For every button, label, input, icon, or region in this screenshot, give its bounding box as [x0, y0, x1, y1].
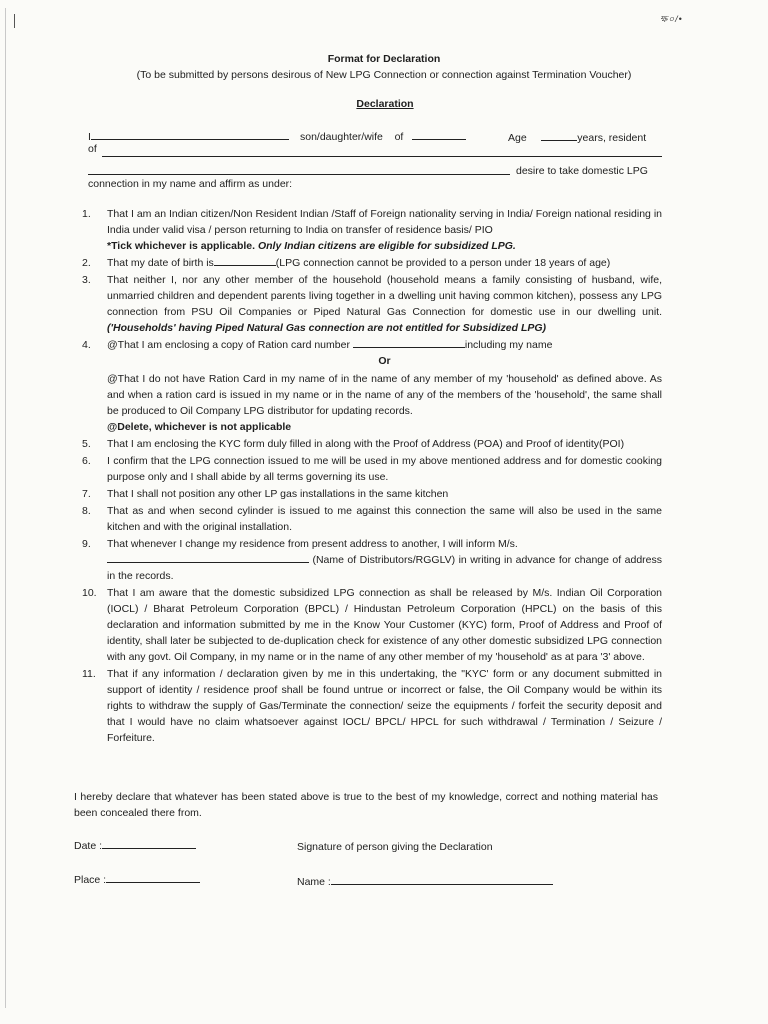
png-note: ('Households' having Piped Natural Gas connection are not entitled for Subsidized LPG) — [107, 322, 547, 334]
place-label: Place : — [74, 874, 107, 886]
date-field[interactable] — [102, 838, 196, 849]
age-label: Age — [508, 132, 527, 144]
clause-text: That my date of birth is — [107, 257, 214, 269]
clause-7 — [78, 486, 662, 502]
clause-number: 10. — [82, 587, 97, 599]
date-of-birth-field[interactable] — [214, 256, 276, 266]
clause-6 — [78, 453, 662, 485]
clause-text-post: (LPG connection cannot be provided to a person under 18 years of age) — [275, 257, 611, 269]
clause-text: That I am aware that the domestic subsidized LPG connection as shall be released by M/s. Indian Oil Corporation (IOCL) / Bharat Petroleum Corporation (BPCL) / Hindustan Petroleum Corporation (HPCL) on the basis of this declaration and information submitted by me in the Know Your Customer (KYC) form, Proof of Address and Proof of identity, shall later be subjected to de-duplication check for existence of any other domestic subsidized LPG connection with any govt. Oil Company, in my name or in the name of any other member of my 'household' as at para '3' above. — [107, 587, 662, 663]
clause-number: 2. — [82, 257, 91, 269]
clause-number: 3. — [82, 274, 91, 286]
intro-desire: desire to take domestic LPG — [516, 165, 648, 177]
place-row — [74, 872, 200, 886]
ration-card-number-field[interactable] — [353, 338, 465, 348]
clause-text-post: including my name — [464, 339, 553, 351]
clause-number: 11. — [82, 668, 96, 680]
final-declaration: I hereby declare that whatever has been stated above is true to the best of my knowledge, correct and nothing material has been concealed there from. — [74, 791, 658, 819]
handwritten-top-mark: ক্ষ০/• — [660, 14, 683, 24]
relation-label: son/daughter/wife — [300, 131, 383, 143]
clause-9 — [78, 536, 662, 584]
declaration-heading: Declaration — [356, 98, 414, 110]
place-field[interactable] — [106, 872, 200, 883]
intro-i-label: I — [88, 131, 91, 143]
tick-note: *Tick whichever is applicable. — [107, 240, 256, 252]
delete-note: @Delete, whichever is not applicable — [107, 421, 292, 433]
or-separator: Or — [378, 355, 391, 367]
address-field-line-1[interactable] — [102, 156, 662, 157]
clause-text: @That I do not have Ration Card in my name of in the name of any member of my 'household' as defined above. As and when a ration card is issued in my name or in the name of any of the members of the 'household', the same shall be produced to Oil Company LPG distributor for updating records. — [107, 373, 662, 417]
clause-3 — [78, 272, 662, 336]
name-field[interactable] — [91, 129, 289, 140]
clause-number: 6. — [82, 455, 91, 467]
declarant-name-field[interactable] — [331, 874, 553, 885]
eligibility-note: Only Indian citizens are eligible for subsidized LPG. — [257, 240, 516, 252]
name-row — [297, 874, 553, 888]
address-field-line-2[interactable] — [88, 174, 510, 175]
clause-text: That if any information / declaration given by me in this undertaking, the "KYC' form or any document submitted in support of identity / residence proof shall be found untrue or incorrect or false, the Oil Company would be within its rights to withdraw the supply of Gas/Terminate the connection/ seize the equipments / forfeit the security deposit and that I would have no claim whatsoever against IOCL/ BPCL/ HPCL for such withdrawal / Termination / Seizure / Forfeiture. — [107, 668, 662, 744]
clause-text: I confirm that the LPG connection issued to me will be used in my above mentioned address and for domestic cooking purpose only and I shall abide by all terms governing its use. — [107, 455, 662, 483]
clause-text-post: (Name of Distributors/RGGLV) in writing in advance for change of address in the records. — [107, 554, 663, 582]
years-resident-label: years, resident — [577, 132, 647, 144]
clause-8 — [78, 503, 662, 535]
clause-text: @That I am enclosing a copy of Ration card number — [107, 339, 350, 351]
clause-number: 8. — [82, 505, 91, 517]
clause-text: That whenever I change my residence from present address to another, I will inform M/s. — [107, 538, 518, 550]
clause-2 — [78, 255, 662, 271]
clause-4-alternative — [78, 371, 662, 435]
name-label: Name : — [297, 876, 331, 888]
clause-number: 5. — [82, 438, 91, 450]
clause-1 — [78, 206, 662, 254]
clause-number: 1. — [82, 208, 91, 220]
clause-text: That I am enclosing the KYC form duly filled in along with the Proof of Address (POA) and Proof of identity(POI) — [107, 438, 625, 450]
clause-text: That I shall not position any other LP gas installations in the same kitchen — [107, 488, 449, 500]
form-subtitle: (To be submitted by persons desirous of New LPG Connection or connection against Termination Voucher) — [136, 69, 632, 81]
clause-number: 9. — [82, 538, 91, 550]
intro-connection: connection in my name and affirm as under: — [88, 178, 293, 190]
clause-10 — [78, 585, 662, 665]
intro-of2: of — [88, 143, 97, 155]
clause-11 — [78, 666, 662, 746]
clause-number: 4. — [82, 339, 91, 351]
parent-name-field[interactable] — [412, 129, 466, 140]
intro-age — [508, 130, 646, 144]
clause-text: That I am an Indian citizen/Non Resident Indian /Staff of Foreign nationality serving in India/ Foreign national residing in India under valid visa / person returning to India on transfer of residence basis/ PIO — [107, 208, 662, 236]
signature-label: Signature of person giving the Declaration — [297, 841, 493, 853]
date-label: Date : — [74, 840, 103, 852]
clause-4 — [78, 337, 662, 353]
clause-number: 7. — [82, 488, 91, 500]
clause-text: That neither I, nor any other member of the household (household means a family consisting of husband, wife, unmarried children and dependent parents living together in a dwelling unit having common kitchen), possess any LPG connection from PSU Oil Companies or Piped Natural Gas Connection for domestic use in our dwelling unit. — [107, 274, 662, 318]
clause-text: That as and when second cylinder is issued to me against this connection the same will also be used in the same kitchen and with the original installation. — [107, 505, 662, 533]
scan-margin-line — [5, 8, 6, 1008]
form-title: Format for Declaration — [327, 53, 441, 65]
clause-5 — [78, 436, 662, 452]
scan-margin-tick — [14, 14, 15, 28]
intro-relation — [300, 129, 466, 143]
date-row — [74, 838, 196, 852]
distributor-name-field[interactable] — [107, 553, 309, 563]
age-field[interactable] — [541, 130, 577, 141]
intro-i — [88, 129, 289, 143]
of-label: of — [394, 131, 404, 143]
clause-list — [78, 206, 662, 746]
